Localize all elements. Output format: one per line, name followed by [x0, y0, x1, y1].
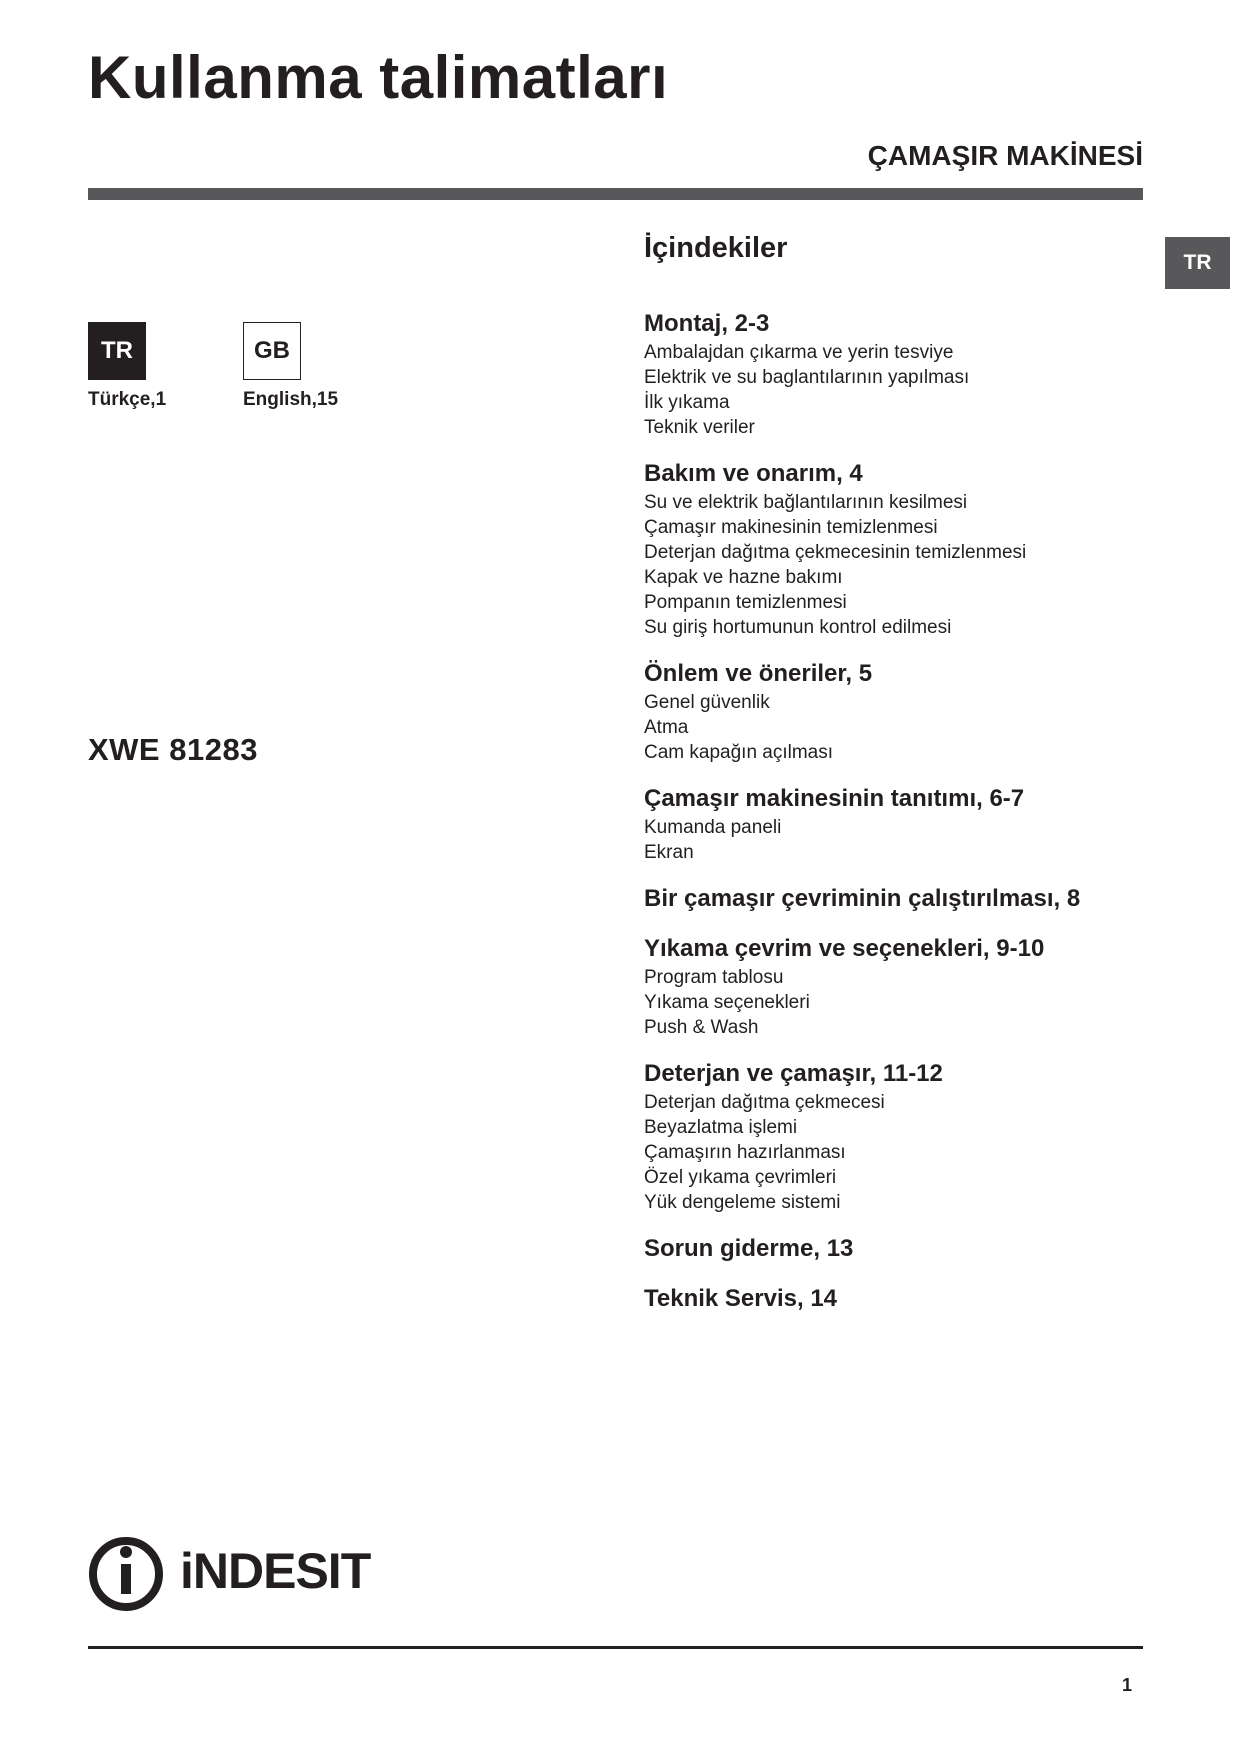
toc-item[interactable]: Atma — [644, 717, 689, 738]
toc-section-heading[interactable]: Teknik Servis, 14 — [644, 1285, 838, 1312]
toc-section-heading[interactable]: Yıkama çevrim ve seçenekleri, 9-10 — [644, 935, 1045, 962]
language-side-tab[interactable]: TR — [1165, 237, 1230, 289]
toc-item[interactable]: Yük dengeleme sistemi — [644, 1192, 841, 1213]
toc-item[interactable]: Çamaşırın hazırlanması — [644, 1142, 846, 1163]
toc-item[interactable]: Deterjan dağıtma çekmecesinin temizlenmesi — [644, 542, 1027, 563]
toc-title: İçindekiler — [644, 232, 788, 264]
toc-item[interactable]: Beyazlatma işlemi — [644, 1117, 798, 1138]
toc-section — [644, 933, 1164, 1040]
toc-item[interactable]: İlk yıkama — [644, 392, 730, 413]
toc-item[interactable]: Kapak ve hazne bakımı — [644, 567, 843, 588]
language-caption-gb: English,15 — [243, 389, 339, 410]
toc-item[interactable]: Push & Wash — [644, 1017, 759, 1038]
toc-sections — [644, 308, 1164, 1315]
toc-section — [644, 1058, 1164, 1215]
toc-section-heading[interactable]: Çamaşır makinesinin tanıtımı, 6-7 — [644, 785, 1025, 812]
toc-item[interactable]: Özel yıkama çevrimleri — [644, 1167, 837, 1188]
toc-item[interactable]: Çamaşır makinesinin temizlenmesi — [644, 517, 938, 538]
toc-item[interactable]: Deterjan dağıtma çekmecesi — [644, 1092, 885, 1113]
toc-item[interactable]: Teknik veriler — [644, 417, 755, 438]
toc-section-heading[interactable]: Önlem ve öneriler, 5 — [644, 660, 873, 687]
page-number: 1 — [1121, 1675, 1132, 1695]
toc-section — [644, 883, 1164, 915]
toc-section — [644, 308, 1164, 440]
footer-divider — [88, 1646, 1143, 1649]
indesit-logo — [88, 1532, 388, 1612]
toc-item[interactable]: Elektrik ve su baglantılarının yapılması — [644, 367, 970, 388]
indesit-logo-mark-icon — [88, 1532, 170, 1612]
toc-item[interactable]: Yıkama seçenekleri — [644, 992, 810, 1013]
toc-section — [644, 1283, 1164, 1315]
product-type: ÇAMAŞIR MAKİNESİ — [867, 140, 1143, 171]
toc-item[interactable]: Cam kapağın açılması — [644, 742, 834, 763]
indesit-logo-wordmark: iNDESIT — [180, 1543, 371, 1599]
language-option-tr[interactable] — [88, 322, 166, 412]
model-number: XWE 81283 — [88, 732, 258, 767]
toc-item[interactable]: Ekran — [644, 842, 694, 863]
toc-section — [644, 458, 1164, 640]
toc-section-heading[interactable]: Bir çamaşır çevriminin çalıştırılması, 8 — [644, 885, 1081, 912]
language-code-gb: GB — [243, 322, 301, 380]
toc-item[interactable]: Program tablosu — [644, 967, 784, 988]
toc-item[interactable]: Pompanın temizlenmesi — [644, 592, 847, 613]
toc-section — [644, 658, 1164, 765]
toc-section — [644, 1233, 1164, 1265]
toc-section-heading[interactable]: Sorun giderme, 13 — [644, 1235, 854, 1262]
toc-section-heading[interactable]: Montaj, 2-3 — [644, 310, 770, 337]
language-option-gb[interactable] — [243, 322, 338, 412]
toc-item[interactable]: Ambalajdan çıkarma ve yerin tesviye — [644, 342, 954, 363]
toc-section-heading[interactable]: Bakım ve onarım, 4 — [644, 460, 863, 487]
toc-item[interactable]: Su ve elektrik bağlantılarının kesilmesi — [644, 492, 968, 513]
toc-section — [644, 783, 1164, 865]
toc-item[interactable]: Genel güvenlik — [644, 692, 770, 713]
language-code-tr: TR — [88, 322, 146, 380]
table-of-contents — [644, 228, 1164, 1333]
header-divider — [88, 188, 1143, 200]
toc-section-heading[interactable]: Deterjan ve çamaşır, 11-12 — [644, 1060, 943, 1087]
page-title: Kullanma talimatları — [88, 44, 669, 111]
language-caption-tr: Türkçe,1 — [88, 389, 167, 410]
toc-item[interactable]: Kumanda paneli — [644, 817, 782, 838]
toc-item[interactable]: Su giriş hortumunun kontrol edilmesi — [644, 617, 952, 638]
